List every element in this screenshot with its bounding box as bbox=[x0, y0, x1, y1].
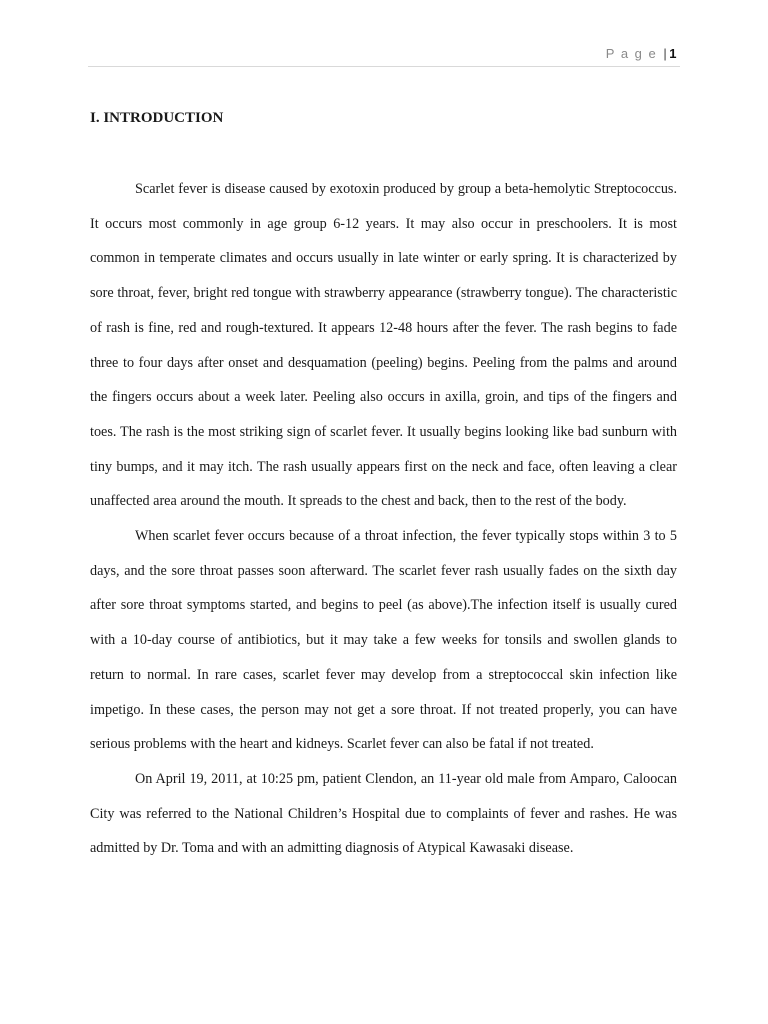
page-word: P a g e bbox=[605, 46, 658, 61]
paragraph-scarlet-fever-overview: Scarlet fever is disease caused by exotoxin produced by group a beta-hemolytic Streptococcus. It occurs most commonly in age group 6-12 years. It may also occur in preschoolers. It is most common in temperate climates and occurs usually in late winter or early spring. It is characterized by sore throat, fever, bright red tongue with strawberry appearance (strawberry tongue). The characteristic of rash is fine, red and rough-textured. It appears 12-48 hours after the fever. The rash begins to fade three to four days after onset and desquamation (peeling) begins. Peeling from the palms and around the fingers occurs about a week later. Peeling also occurs in axilla, groin, and tips of the fingers and toes. The rash is the most striking sign of scarlet fever. It usually begins looking like bad sunburn with tiny bumps, and it may itch. The rash usually appears first on the neck and face, often leaving a clear unaffected area around the mouth. It spreads to the chest and back, then to the rest of the body. bbox=[90, 181, 677, 510]
paragraph-patient-case: On April 19, 2011, at 10:25 pm, patient Clendon, an 11-year old male from Amparo, Caloocan City was referred to the National Children’s Hospital due to complaints of fever and rashes. He was admitted by Dr. Toma and with an admitting diagnosis of Atypical Kawasaki disease. bbox=[90, 770, 677, 857]
page-header bbox=[88, 42, 680, 67]
body-text bbox=[90, 172, 677, 866]
page-number: 1 bbox=[669, 46, 678, 61]
section-title: I. INTRODUCTION bbox=[90, 110, 224, 126]
page-number-label bbox=[606, 46, 678, 61]
page-separator: | bbox=[663, 46, 669, 61]
paragraph-throat-infection: When scarlet fever occurs because of a throat infection, the fever typically stops within 3 to 5 days, and the sore throat passes soon afterward. The scarlet fever rash usually fades on the sixth day after sore throat symptoms started, and begins to peel (as above).The infection itself is usually cured with a 10-day course of antibiotics, but it may take a few weeks for tonsils and swollen glands to return to normal. In rare cases, scarlet fever may develop from a streptococcal skin infection like impetigo. In these cases, the person may not get a sore throat. If not treated properly, you can have serious problems with the heart and kidneys. Scarlet fever can also be fatal if not treated. bbox=[90, 528, 677, 753]
